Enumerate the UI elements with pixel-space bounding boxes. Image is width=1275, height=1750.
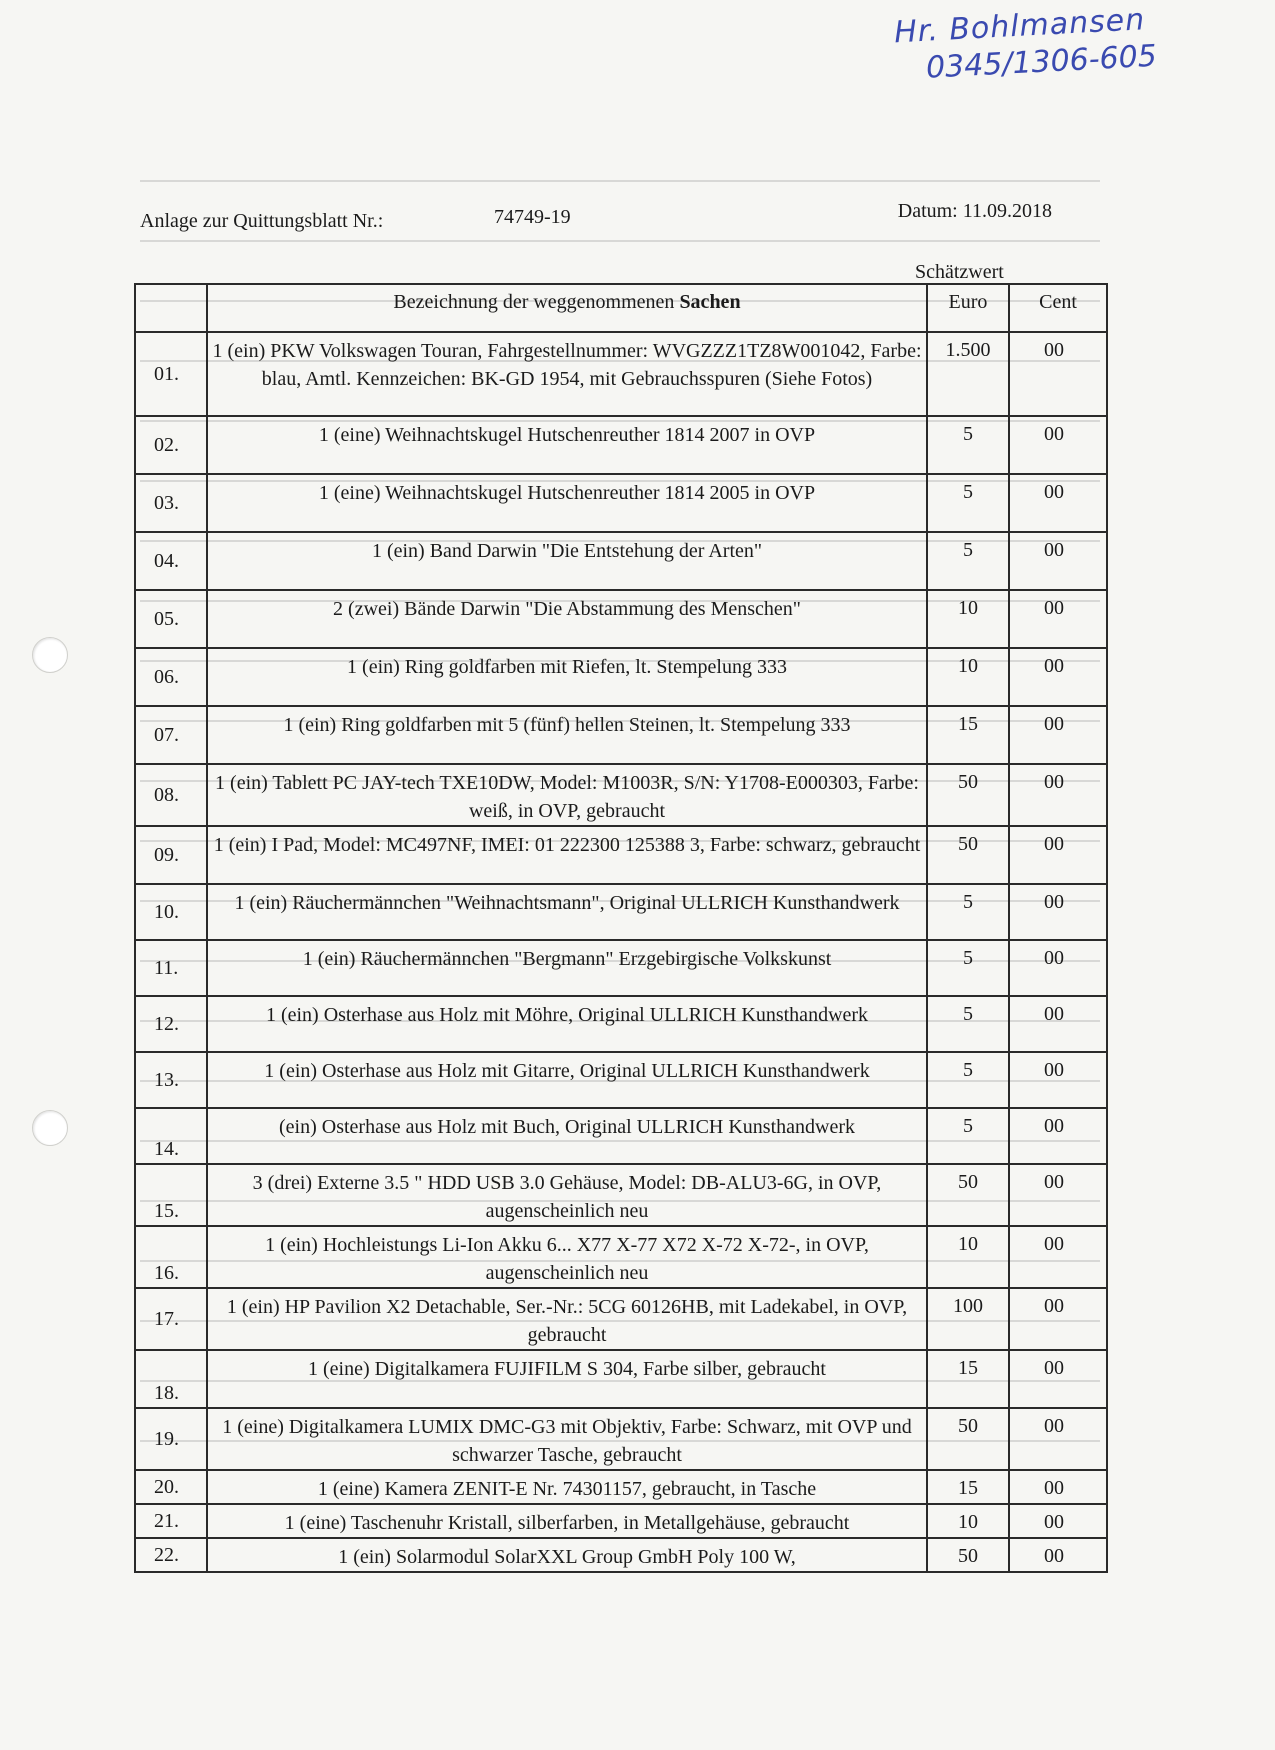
item-value-cent: 00 (1009, 1350, 1107, 1408)
table-row (135, 1052, 1107, 1108)
item-number: 18. (135, 1350, 207, 1408)
item-number: 04. (135, 532, 207, 590)
item-number: 07. (135, 706, 207, 764)
table-row (135, 1538, 1107, 1572)
item-number: 13. (135, 1052, 207, 1108)
item-value-cent: 00 (1009, 884, 1107, 940)
item-value-euro: 50 (927, 1408, 1009, 1470)
item-description: 1 (ein) Ring goldfarben mit 5 (fünf) hellen Steinen, lt. Stempelung 333 (207, 706, 927, 764)
item-value-cent: 00 (1009, 1108, 1107, 1164)
item-number: 20. (135, 1470, 207, 1504)
item-number: 22. (135, 1538, 207, 1572)
column-header-description-text: Bezeichnung der weggenommenen (393, 291, 680, 313)
table-row (135, 1350, 1107, 1408)
table-row (135, 1408, 1107, 1470)
table-row (135, 1288, 1107, 1350)
item-value-euro: 15 (927, 706, 1009, 764)
table-row (135, 1470, 1107, 1504)
item-value-euro: 5 (927, 884, 1009, 940)
table-row (135, 1226, 1107, 1288)
item-value-euro: 100 (927, 1288, 1009, 1350)
item-description: 1 (eine) Digitalkamera FUJIFILM S 304, Farbe silber, gebraucht (207, 1350, 927, 1408)
item-value-cent: 00 (1009, 940, 1107, 996)
table-row (135, 826, 1107, 884)
punch-hole-bottom (32, 1110, 68, 1146)
item-number: 16. (135, 1226, 207, 1288)
item-number: 15. (135, 1164, 207, 1226)
item-value-cent: 00 (1009, 1288, 1107, 1350)
item-description: 2 (zwei) Bände Darwin "Die Abstammung des Menschen" (207, 590, 927, 648)
table-row (135, 1504, 1107, 1538)
item-description: 1 (eine) Digitalkamera LUMIX DMC-G3 mit Objektiv, Farbe: Schwarz, mit OVP und schwarzer Tasche, gebraucht (207, 1408, 927, 1470)
item-value-euro: 5 (927, 940, 1009, 996)
column-header-cent: Cent (1009, 284, 1107, 332)
table-row (135, 590, 1107, 648)
item-value-cent: 00 (1009, 474, 1107, 532)
item-description: 1 (ein) HP Pavilion X2 Detachable, Ser.-Nr.: 5CG 60126HB, mit Ladekabel, in OVP, gebraucht (207, 1288, 927, 1350)
attachment-number: 74749-19 (494, 206, 571, 228)
item-description: 1 (ein) Hochleistungs Li-Ion Akku 6... X77 X-77 X72 X-72 X-72-, in OVP, augenscheinlich neu (207, 1226, 927, 1288)
table-row (135, 764, 1107, 826)
handwritten-note (883, 0, 1186, 88)
table-row (135, 940, 1107, 996)
item-number: 03. (135, 474, 207, 532)
item-value-euro: 5 (927, 1052, 1009, 1108)
item-value-euro: 50 (927, 1538, 1009, 1572)
item-value-euro: 5 (927, 1108, 1009, 1164)
item-description: 1 (ein) Solarmodul SolarXXL Group GmbH Poly 100 W, (207, 1538, 927, 1572)
item-value-euro: 15 (927, 1350, 1009, 1408)
table-row (135, 1108, 1107, 1164)
table-row (135, 332, 1107, 416)
item-number: 01. (135, 332, 207, 416)
table-row (135, 416, 1107, 474)
items-table (134, 283, 1108, 1573)
item-number: 08. (135, 764, 207, 826)
item-number: 14. (135, 1108, 207, 1164)
item-value-cent: 00 (1009, 332, 1107, 416)
handwritten-phone: 0345/1306-605 (925, 38, 1158, 86)
item-description: 1 (ein) Band Darwin "Die Entstehung der Arten" (207, 532, 927, 590)
item-value-cent: 00 (1009, 590, 1107, 648)
item-value-cent: 00 (1009, 826, 1107, 884)
item-value-euro: 10 (927, 1504, 1009, 1538)
item-description: 1 (ein) Räuchermännchen "Weihnachtsmann", Original ULLRICH Kunsthandwerk (207, 884, 927, 940)
item-value-cent: 00 (1009, 1164, 1107, 1226)
item-number: 06. (135, 648, 207, 706)
item-description: 3 (drei) Externe 3.5 " HDD USB 3.0 Gehäuse, Model: DB-ALU3-6G, in OVP, augenscheinlich neu (207, 1164, 927, 1226)
table-row (135, 706, 1107, 764)
item-value-euro: 5 (927, 532, 1009, 590)
item-value-cent: 00 (1009, 532, 1107, 590)
item-value-euro: 1.500 (927, 332, 1009, 416)
item-number: 19. (135, 1408, 207, 1470)
item-description: 1 (ein) Räuchermännchen "Bergmann" Erzgebirgische Volkskunst (207, 940, 927, 996)
item-description: 1 (ein) Ring goldfarben mit Riefen, lt. Stempelung 333 (207, 648, 927, 706)
item-number: 10. (135, 884, 207, 940)
punch-hole-top (32, 637, 68, 673)
column-header-description (207, 284, 927, 332)
item-number: 12. (135, 996, 207, 1052)
attachment-label: Anlage zur Quittungsblatt Nr.: (140, 210, 384, 232)
item-value-cent: 00 (1009, 764, 1107, 826)
document-header (140, 200, 1052, 240)
valuation-label: Schätzwert (915, 261, 1004, 283)
item-value-euro: 10 (927, 648, 1009, 706)
item-description: 1 (ein) PKW Volkswagen Touran, Fahrgestellnummer: WVGZZZ1TZ8W001042, Farbe: blau, Amtl. Kennzeichen: BK-GD 1954, mit Gebrauchsspuren (Siehe Fotos) (207, 332, 927, 416)
item-description: 1 (ein) Osterhase aus Holz mit Gitarre, Original ULLRICH Kunsthandwerk (207, 1052, 927, 1108)
item-value-euro: 10 (927, 590, 1009, 648)
item-description: 1 (eine) Taschenuhr Kristall, silberfarben, in Metallgehäuse, gebraucht (207, 1504, 927, 1538)
column-header-euro: Euro (927, 284, 1009, 332)
item-value-euro: 5 (927, 996, 1009, 1052)
handwritten-name: Hr. Bohlmansen (893, 2, 1147, 51)
item-value-euro: 5 (927, 416, 1009, 474)
item-value-euro: 10 (927, 1226, 1009, 1288)
item-number: 11. (135, 940, 207, 996)
table-row (135, 474, 1107, 532)
item-value-cent: 00 (1009, 416, 1107, 474)
item-description: 1 (eine) Weihnachtskugel Hutschenreuther 1814 2005 in OVP (207, 474, 927, 532)
column-header-number (135, 284, 207, 332)
item-value-cent: 00 (1009, 1052, 1107, 1108)
table-row (135, 1164, 1107, 1226)
table-row (135, 996, 1107, 1052)
item-number: 09. (135, 826, 207, 884)
item-value-cent: 00 (1009, 706, 1107, 764)
item-description: 1 (ein) I Pad, Model: MC497NF, IMEI: 01 222300 125388 3, Farbe: schwarz, gebraucht (207, 826, 927, 884)
item-value-euro: 50 (927, 826, 1009, 884)
table-row (135, 884, 1107, 940)
item-description: (ein) Osterhase aus Holz mit Buch, Original ULLRICH Kunsthandwerk (207, 1108, 927, 1164)
item-value-euro: 50 (927, 1164, 1009, 1226)
column-header-description-bold: Sachen (679, 291, 741, 313)
item-number: 05. (135, 590, 207, 648)
item-value-euro: 5 (927, 474, 1009, 532)
table-header-row (135, 284, 1107, 332)
item-number: 17. (135, 1288, 207, 1350)
item-value-cent: 00 (1009, 1226, 1107, 1288)
document-date: Datum: 11.09.2018 (897, 200, 1052, 222)
item-value-euro: 50 (927, 764, 1009, 826)
item-value-cent: 00 (1009, 1470, 1107, 1504)
item-description: 1 (ein) Osterhase aus Holz mit Möhre, Original ULLRICH Kunsthandwerk (207, 996, 927, 1052)
table-row (135, 648, 1107, 706)
item-value-cent: 00 (1009, 1408, 1107, 1470)
item-value-euro: 15 (927, 1470, 1009, 1504)
item-value-cent: 00 (1009, 996, 1107, 1052)
table-row (135, 532, 1107, 590)
item-value-cent: 00 (1009, 648, 1107, 706)
item-value-cent: 00 (1009, 1538, 1107, 1572)
item-description: 1 (ein) Tablett PC JAY-tech TXE10DW, Model: M1003R, S/N: Y1708-E000303, Farbe: weiß, in OVP, gebraucht (207, 764, 927, 826)
item-description: 1 (eine) Kamera ZENIT-E Nr. 74301157, gebraucht, in Tasche (207, 1470, 927, 1504)
item-description: 1 (eine) Weihnachtskugel Hutschenreuther 1814 2007 in OVP (207, 416, 927, 474)
item-number: 02. (135, 416, 207, 474)
item-number: 21. (135, 1504, 207, 1538)
item-value-cent: 00 (1009, 1504, 1107, 1538)
